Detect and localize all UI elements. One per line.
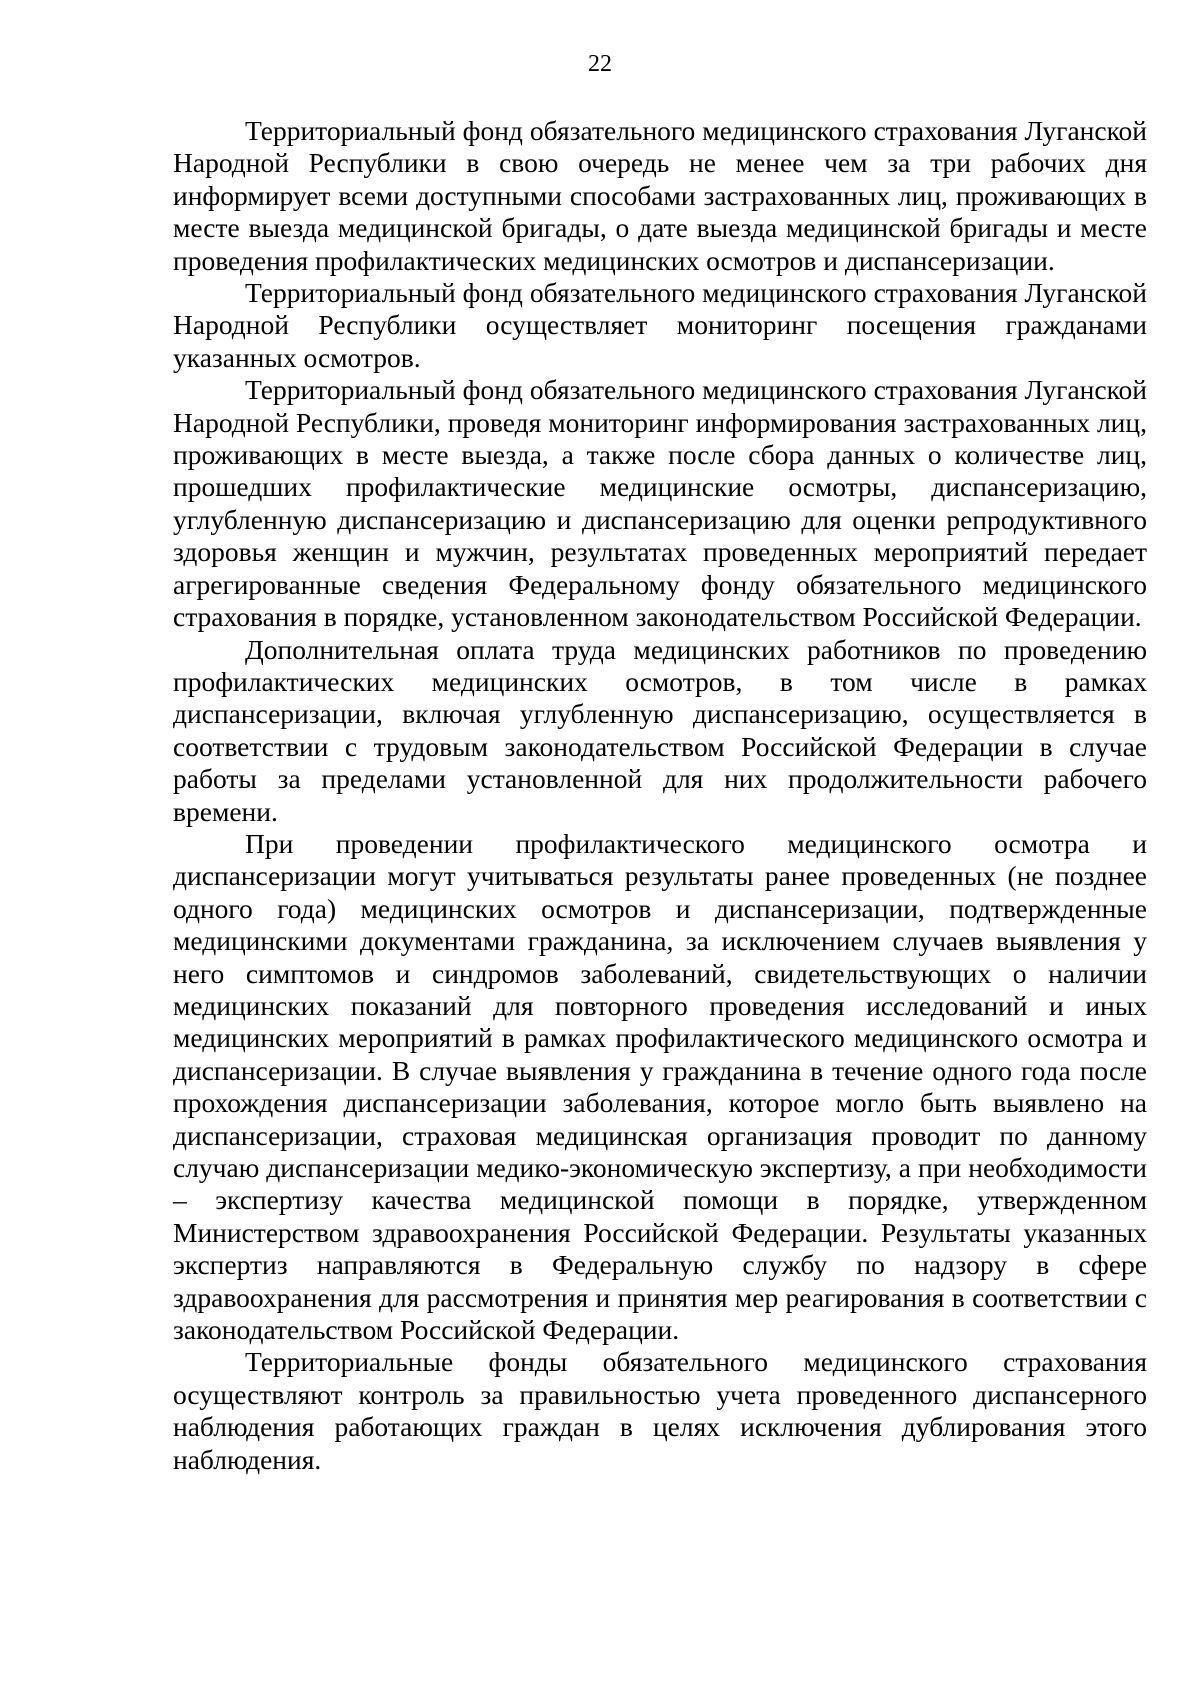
paragraph-6: Территориальные фонды обязательного медицинского страхования осуществляют контроль за правильностью учета проведенного диспансерного наблюдения работающих граждан в целях исключения дублирования этого наблюдения. bbox=[173, 1346, 1147, 1475]
paragraph-2: Территориальный фонд обязательного медицинского страхования Луганской Народной Республики осуществляет мониторинг посещения гражданами указанных осмотров. bbox=[173, 277, 1147, 373]
paragraph-4: Дополнительная оплата труда медицинских работников по проведению профилактических медицинских осмотров, в том числе в рамках диспансеризации, включая углубленную диспансеризацию, осуществляется в соответствии с трудовым законодательством Российской Федерации в случае работы за пределами установленной для них продолжительности рабочего времени. bbox=[173, 633, 1147, 827]
page-number: 22 bbox=[588, 51, 612, 77]
paragraph-1: Территориальный фонд обязательного медицинского страхования Луганской Народной Республики в свою очередь не менее чем за три рабочих дня информирует всеми доступными способами застрахованных лиц, проживающих в месте выезда медицинской бригады, о дате выезда медицинской бригады и месте проведения профилактических медицинских осмотров и диспансеризации. bbox=[173, 115, 1147, 276]
paragraph-5: При проведении профилактического медицинского осмотра и диспансеризации могут учитываться результаты ранее проведенных (не позднее одного года) медицинских осмотров и диспансеризации, подтвержденные медицинскими документами гражданина, за исключением случаев выявления у него симптомов и синдромов заболеваний, свидетельствующих о наличии медицинских показаний для повторного проведения исследований и иных медицинских мероприятий в рамках профилактического медицинского осмотра и диспансеризации. В случае выявления у гражданина в течение одного года после прохождения диспансеризации заболевания, которое могло быть выявлено на диспансеризации, страховая медицинская организация проводит по данному случаю диспансеризации медико-экономическую экспертизу, а при необходимости – экспертизу качества медицинской помощи в порядке, утвержденном Министерством здравоохранения Российской Федерации. Результаты указанных экспертиз направляются в Федеральную службу по надзору в сфере здравоохранения для рассмотрения и принятия мер реагирования в соответствии с законодательством Российской Федерации. bbox=[173, 827, 1147, 1346]
document-body bbox=[173, 115, 1147, 1476]
paragraph-3: Территориальный фонд обязательного медицинского страхования Луганской Народной Республики, проведя мониторинг информирования застрахованных лиц, проживающих в месте выезда, а также после сбора данных о количестве лиц, прошедших профилактические медицинские осмотры, диспансеризацию, углубленную диспансеризацию и диспансеризацию для оценки репродуктивного здоровья женщин и мужчин, результатах проведенных мероприятий передает агрегированные сведения Федеральному фонду обязательного медицинского страхования в порядке, установленном законодательством Российской Федерации. bbox=[173, 374, 1147, 633]
